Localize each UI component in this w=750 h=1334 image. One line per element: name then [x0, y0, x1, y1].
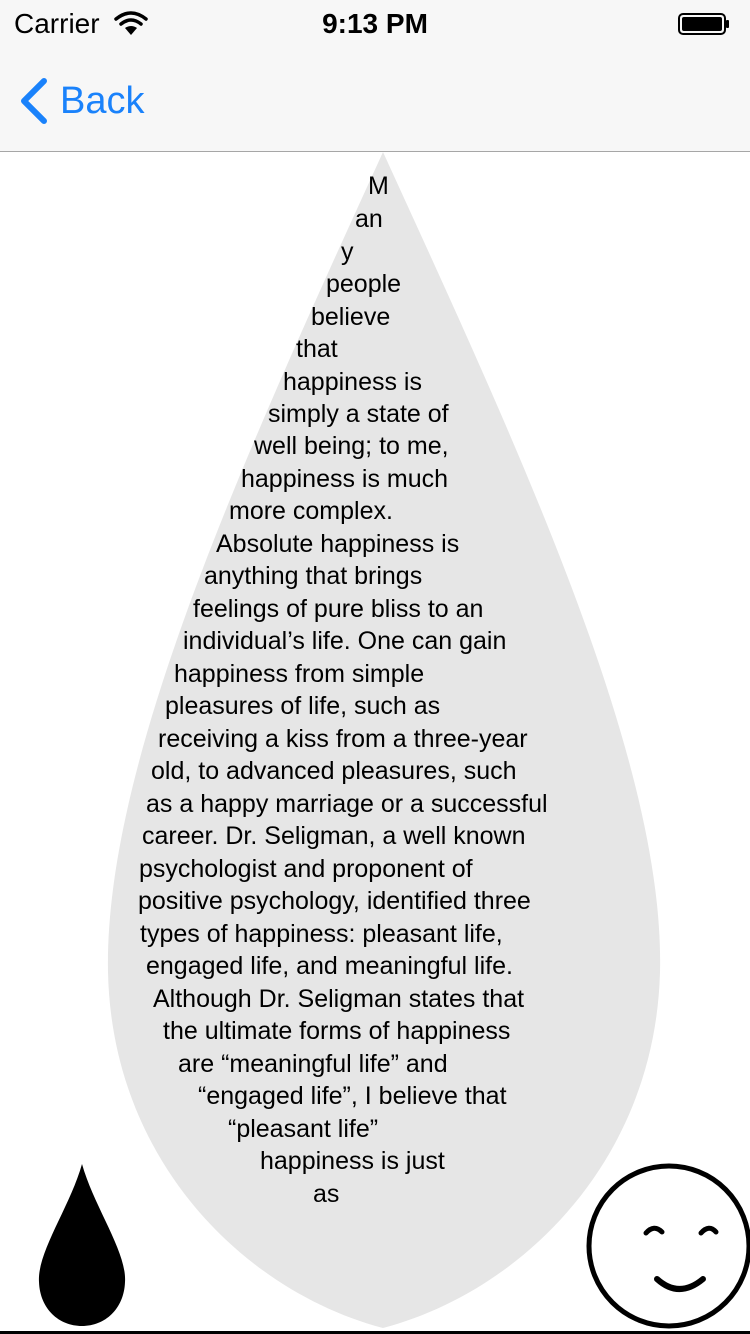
text-line: career. Dr. Seligman, a well known [142, 822, 526, 850]
status-bar [0, 0, 750, 40]
smiley-face-icon[interactable] [584, 1160, 750, 1334]
text-line: engaged life, and meaningful life. [146, 952, 513, 980]
text-line: happiness is [283, 368, 422, 396]
water-drop-icon[interactable] [36, 1162, 128, 1328]
text-line: happiness from simple [174, 660, 425, 688]
navigation-bar [0, 40, 750, 152]
text-line: an [355, 205, 383, 233]
status-time: 9:13 PM [322, 8, 428, 39]
text-line: happiness is just [260, 1147, 445, 1175]
text-line: individual’s life. One can gain [183, 627, 507, 655]
text-line: are “meaningful life” and [178, 1050, 448, 1078]
text-line: positive psychology, identified three [138, 887, 531, 915]
text-line: more complex. [229, 497, 393, 525]
text-line: as [313, 1180, 340, 1208]
text-line: that [296, 335, 338, 363]
carrier-label: Carrier [14, 8, 100, 39]
text-line: M [368, 172, 389, 200]
battery-icon [678, 13, 730, 35]
back-button[interactable] [16, 76, 144, 126]
text-line: Although Dr. Seligman states that [153, 985, 525, 1013]
text-line: Absolute happiness is [216, 530, 460, 558]
text-line: happiness is much [241, 465, 449, 493]
text-line: well being; to me, [254, 432, 449, 460]
text-line: as a happy marriage or a successful [146, 790, 548, 818]
text-line: old, to advanced pleasures, such [151, 757, 517, 785]
text-line: anything that brings [204, 562, 423, 590]
text-line: the ultimate forms of happiness [163, 1017, 511, 1045]
text-line: types of happiness: pleasant life, [140, 920, 503, 948]
text-line: receiving a kiss from a three-year [158, 725, 528, 753]
text-line: psychologist and proponent of [139, 855, 473, 883]
chevron-left-icon [16, 77, 50, 125]
text-line: simply a state of [268, 400, 449, 428]
text-line: people [326, 270, 402, 298]
text-line: pleasures of life, such as [165, 692, 441, 720]
text-line: feelings of pure bliss to an [193, 595, 484, 623]
text-line: y [341, 238, 354, 266]
text-line: believe [311, 303, 391, 331]
back-label: Back [60, 79, 145, 122]
text-line: “pleasant life” [228, 1115, 379, 1143]
text-line: “engaged life”, I believe that [198, 1082, 507, 1110]
